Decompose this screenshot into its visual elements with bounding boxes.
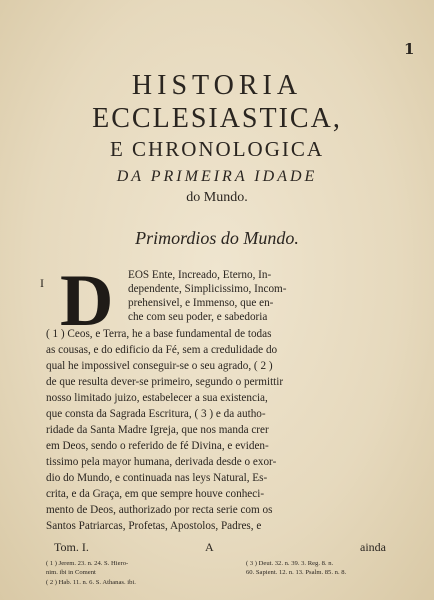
footnote-right: ( 3 ) Deut. 32. n. 39. 3. Reg. 8. n. (246, 560, 334, 567)
footnote-left: ( 1 ) Jerem. 23. n. 24. S. Hiero- (46, 560, 129, 567)
body-line: mento de Deos, authorizado por recta serie com os (46, 504, 273, 516)
body-line: crita, e da Graça, em que sempre houve conheci- (46, 488, 265, 500)
drop-cap: D (60, 260, 114, 342)
footnote-left: ( 2 ) Hab. 11. n. 6. S. Athanas. ibi. (46, 579, 136, 586)
body-line: nosso limitado juizo, estabelecer a sua existencia, (46, 392, 268, 404)
footnote-right: 60. Sapient. 12. n. 13. Psalm. 85. n. 8. (246, 569, 347, 576)
paragraph-number: I (40, 276, 44, 290)
body-line: ( 1 ) Ceos, e Terra, he a base fundamental de todas (46, 328, 272, 340)
volume-label: Tom. I. (54, 540, 89, 554)
body-line: dependente, Simplicissimo, Incom- (128, 283, 287, 295)
body-line: qual he impossivel conseguir-se o seu agrado, ( 2 ) (46, 360, 273, 372)
body-line: ridade da Santa Madre Igreja, que nos manda crer (46, 424, 269, 436)
body-line: prehensivel, e Immenso, que en- (128, 297, 274, 309)
body-line: em Deos, sendo o referido de fé Divina, e eviden- (46, 440, 269, 452)
body-line: dio do Mundo, e continuada nas leys Natural, Es- (46, 472, 268, 484)
title-line-5: do Mundo. (186, 190, 248, 205)
body-line: Santos Patriarcas, Profetas, Apostolos, Padres, e (46, 520, 262, 532)
title-line-3: E CHRONOLOGICA (109, 137, 325, 161)
body-line: tissimo pela mayor humana, derivada desde o exor- (46, 456, 277, 468)
body-line: de que resulta dever-se primeiro, segundo o permittir (46, 376, 284, 388)
body-line: as cousas, e do edificio da Fé, sem a credulidade do (46, 344, 278, 356)
section-title: Primordios do Mundo. (135, 228, 299, 248)
title-line-2: ECCLESIASTICA, (92, 103, 342, 134)
body-line: che com seu poder, e sabedoria (128, 311, 268, 323)
footnote-left: nim. ibi in Coment (46, 569, 96, 576)
title-line-4: DA PRIMEIRA IDADE (116, 168, 318, 185)
signature-mark: A (205, 540, 214, 554)
page-number: 1 (404, 40, 415, 58)
title-line-1: HISTORIA (131, 70, 303, 101)
body-line: que consta da Sagrada Escritura, ( 3 ) e da autho- (46, 408, 266, 420)
catchword: ainda (360, 540, 386, 554)
body-line: EOS Ente, Increado, Eterno, In- (128, 269, 272, 281)
